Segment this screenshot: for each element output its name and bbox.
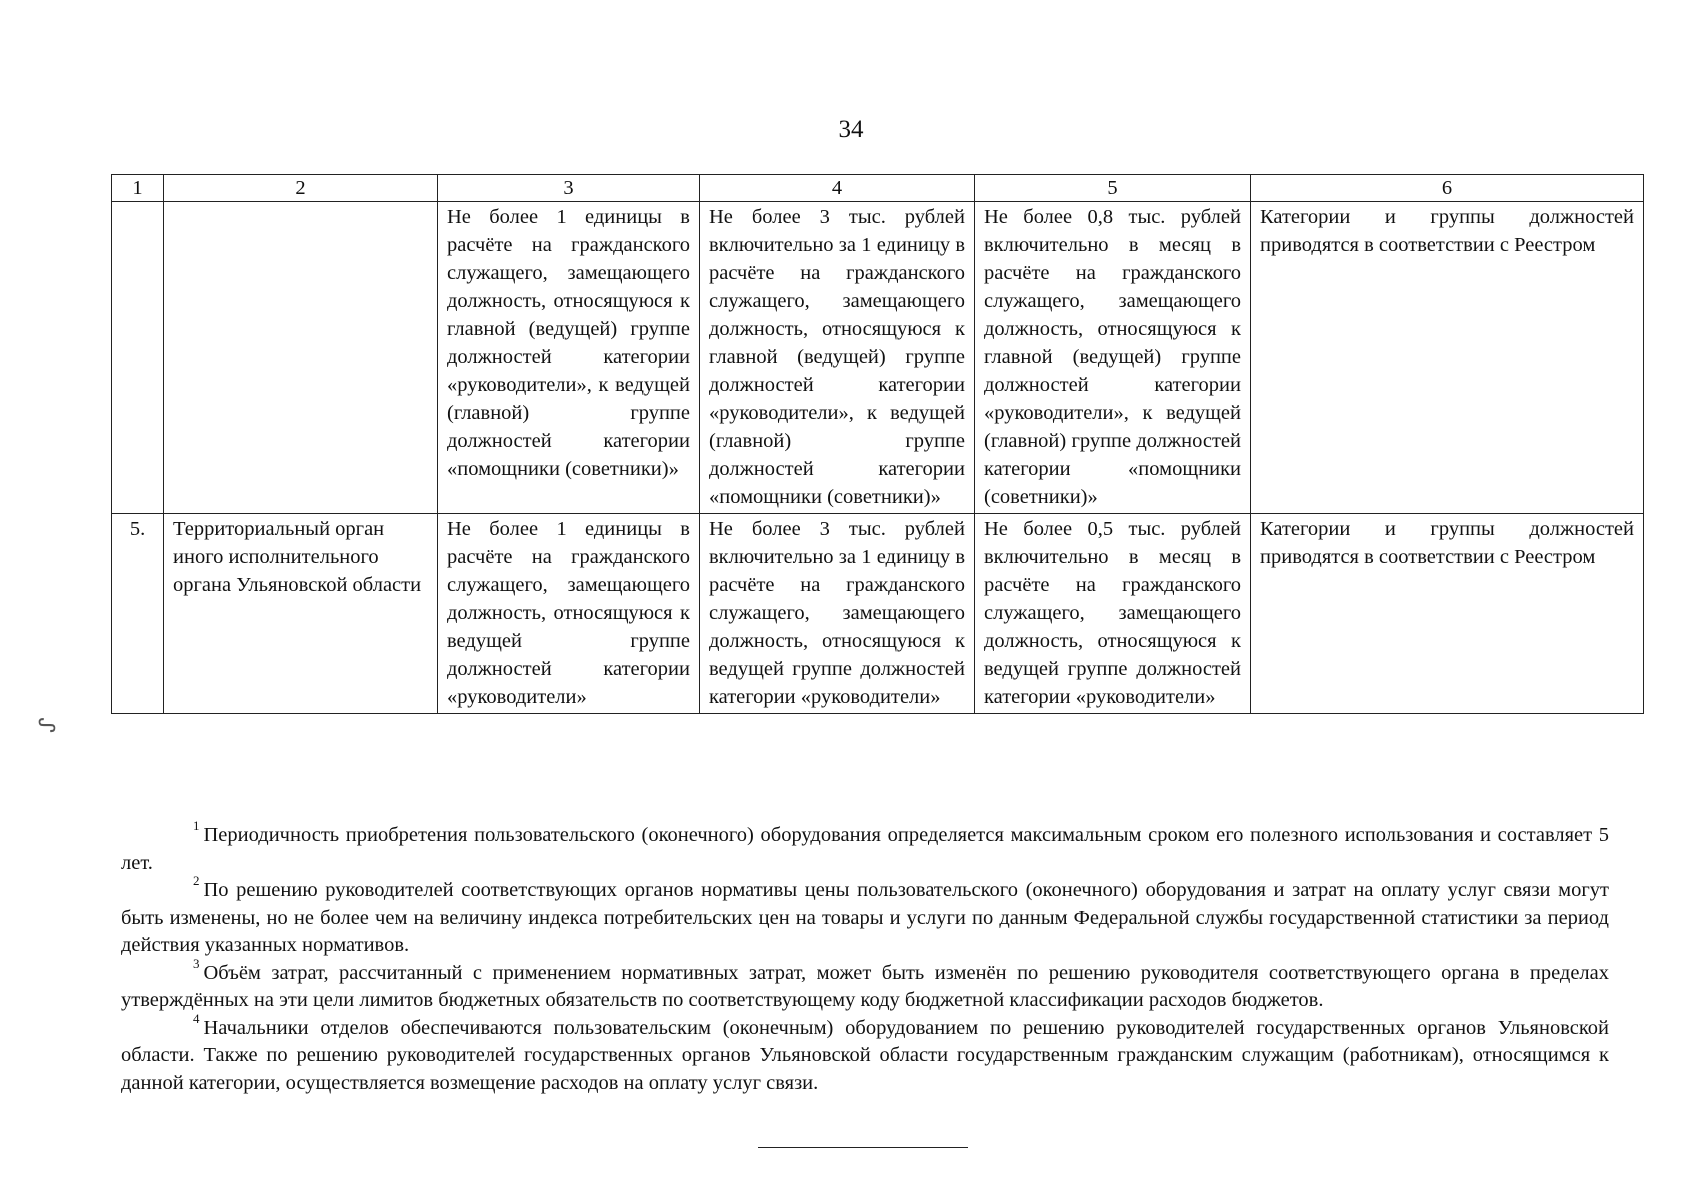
footnote-text: Начальники отделов обеспечиваются пользовательским (оконечным) оборудованием по решению руководителей государственных органов Ульяновской области. Также по решению руководителей государственных органов Ульяновской области государственным гражданским служащим (работникам), относящимся к данной категории, осуществляется возмещение расходов на оплату услуг связи. xyxy=(121,1016,1609,1094)
column-number-4: 4 xyxy=(700,175,975,202)
footnotes xyxy=(121,818,1609,1097)
footnote xyxy=(121,1010,1609,1098)
footnote-text: Периодичность приобретения пользовательского (оконечного) оборудования определяется максимальным сроком его полезного использования и составляет 5 лет. xyxy=(121,824,1609,874)
note-cell: Категории и группы должностей приводятся в соответствии с Реестром xyxy=(1251,514,1644,714)
margin-handwritten-mark: ᔑ xyxy=(34,717,60,733)
price-cell: Не более 3 тыс. рублей включительно за 1 единицу в расчёте на гражданского служащего, замещающего должность, относящуюся к главной (ведущей) группе должностей категории «руководители», к ведущей (главной) группе должностей категории «помощники (советники)» xyxy=(700,202,975,514)
monthly-cost-cell: Не более 0,8 тыс. рублей включительно в месяц в расчёте на гражданского служащего, замещающего должность, относящуюся к главной (ведущей) группе должностей категории «руководители», к ведущей (главной) группе должностей категории «помощники (советники)» xyxy=(975,202,1251,514)
footnote xyxy=(121,955,1609,1015)
footnote-mark: 4 xyxy=(193,1010,200,1026)
footnote-text: По решению руководителей соответствующих органов нормативы цены пользовательского (оконечного) оборудования и затрат на оплату услуг связи могут быть изменены, но не более чем на величину индекса потребительских цен на товары и услуги по данным Федеральной службы государственной статистики за период действия указанных нормативов. xyxy=(121,879,1609,956)
column-number-5: 5 xyxy=(975,175,1251,202)
monthly-cost-cell: Не более 0,5 тыс. рублей включительно в месяц в расчёте на гражданского служащего, замещающего должность, относящуюся к ведущей группе должностей категории «руководители» xyxy=(975,514,1251,714)
column-number-1: 1 xyxy=(112,175,164,202)
note-cell: Категории и группы должностей приводятся в соответствии с Реестром xyxy=(1251,202,1644,514)
footnote-mark: 2 xyxy=(193,873,200,889)
row-number: 5. xyxy=(112,514,164,714)
footnote xyxy=(121,818,1609,877)
column-number-3: 3 xyxy=(438,175,700,202)
footnote-mark: 1 xyxy=(193,818,200,834)
body-name-cell: Территориальный орган иного исполнительного органа Ульяновской области xyxy=(164,514,438,714)
table-header-row xyxy=(112,175,1644,202)
footnote-text: Объём затрат, рассчитанный с применением нормативных затрат, может быть изменён по решению руководителя соответствующего органа в пределах утверждённых на эти цели лимитов бюджетных обязательств по соответствующему коду бюджетной классификации расходов бюджетов. xyxy=(121,961,1609,1011)
page-number: 34 xyxy=(838,116,864,143)
norms-table xyxy=(111,174,1644,714)
limit-units-cell: Не более 1 единицы в расчёте на гражданского служащего, замещающего должность, относящуюся к ведущей группе должностей категории «руководители» xyxy=(438,514,700,714)
table-row xyxy=(112,202,1644,514)
row-number xyxy=(112,202,164,514)
table-row xyxy=(112,514,1644,714)
price-cell: Не более 3 тыс. рублей включительно за 1 единицу в расчёте на гражданского служащего, замещающего должность, относящуюся к ведущей группе должностей категории «руководители» xyxy=(700,514,975,714)
footnote-mark: 3 xyxy=(193,955,200,971)
body-name-cell xyxy=(164,202,438,514)
footnote xyxy=(121,873,1609,960)
column-number-6: 6 xyxy=(1251,175,1644,202)
limit-units-cell: Не более 1 единицы в расчёте на гражданского служащего, замещающего должность, относящуюся к главной (ведущей) группе должностей категории «руководители», к ведущей (главной) группе должностей категории «помощники (советники)» xyxy=(438,202,700,514)
column-number-2: 2 xyxy=(164,175,438,202)
closing-rule xyxy=(758,1147,968,1148)
